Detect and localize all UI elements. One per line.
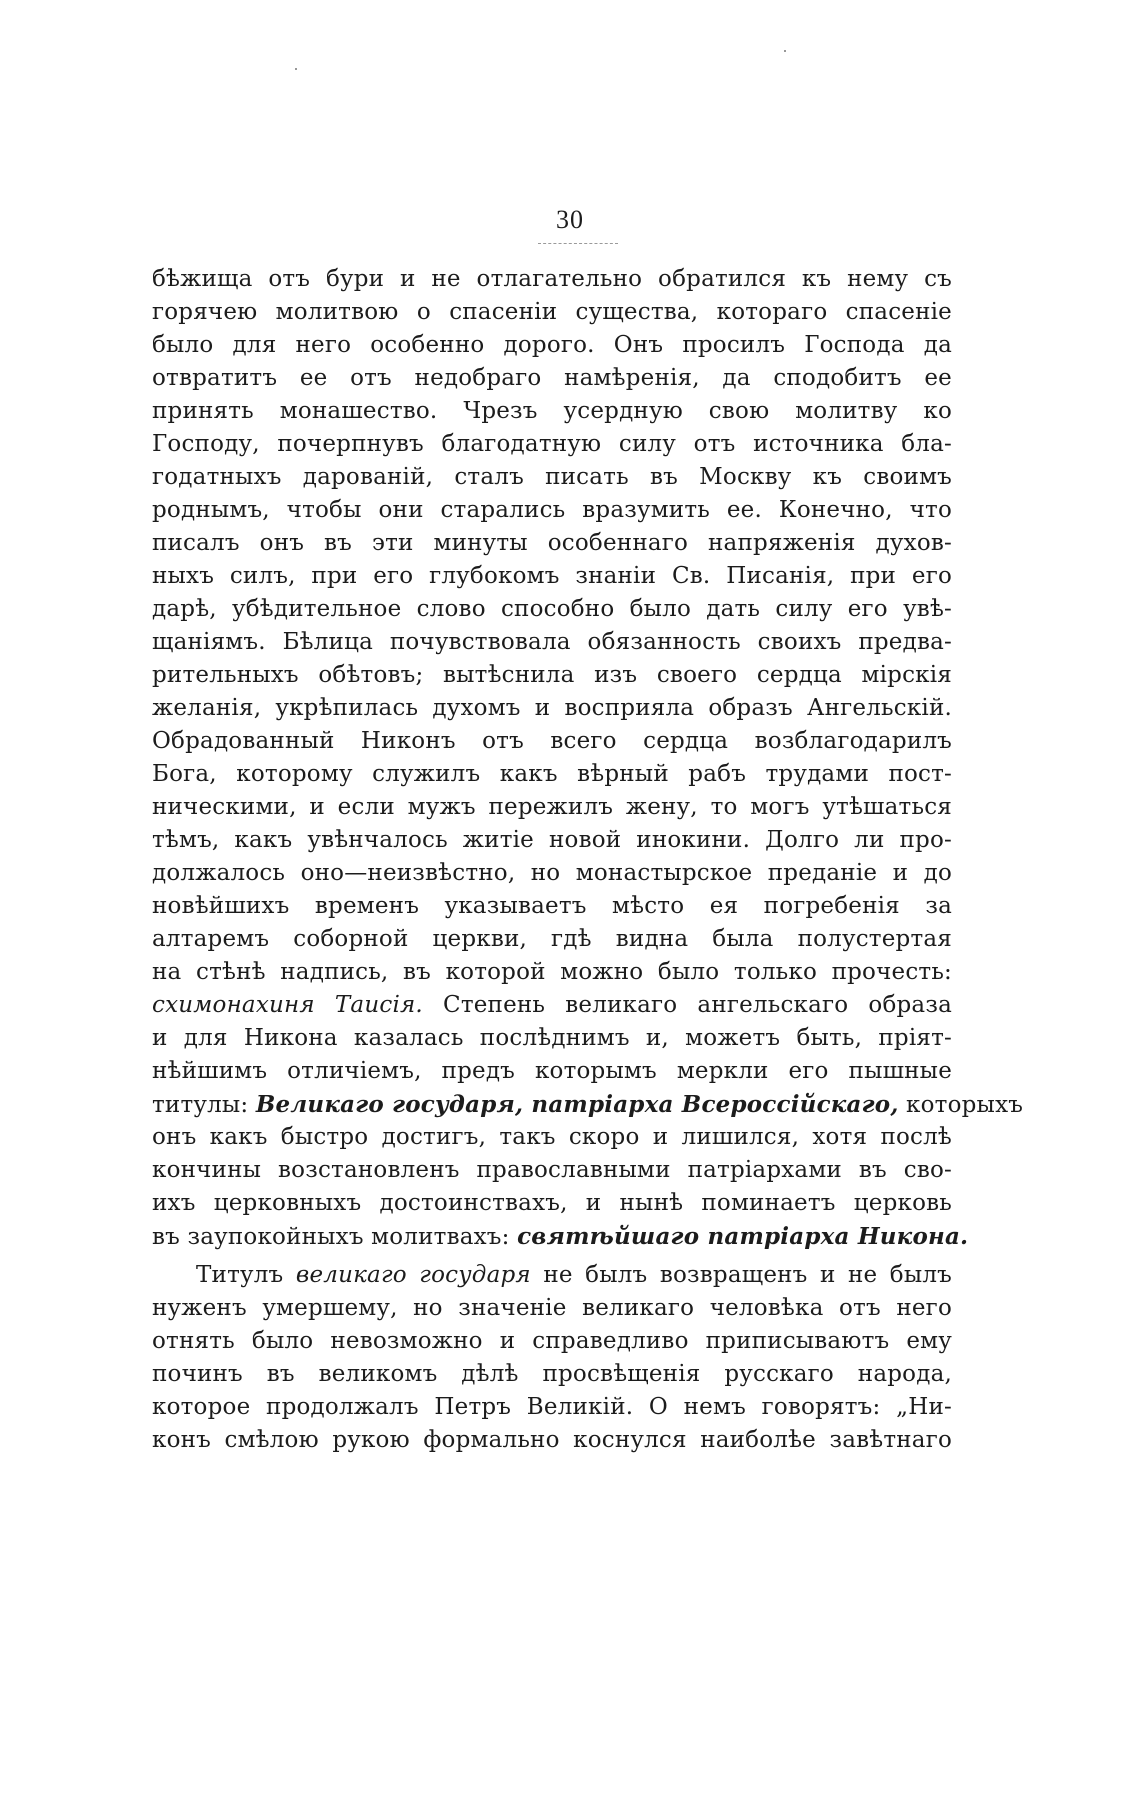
text-line: рительныхъ обѣтовъ; вытѣснила изъ своего сердца мірскія [152, 662, 952, 688]
text-line: принять монашество. Чрезъ усердную свою молитву ко [152, 398, 952, 424]
italic-phrase: схимонахиня Таисія. [152, 992, 423, 1018]
text-line [152, 1088, 1024, 1121]
text-line: тѣмъ, какъ увѣнчалось житіе новой инокини. Долго ли про- [152, 827, 952, 853]
italic-phrase: великаго государя [295, 1262, 531, 1288]
text-fragment: Титулъ [196, 1262, 296, 1288]
text-line: ихъ церковныхъ достоинствахъ, и нынѣ поминаетъ церковь [152, 1190, 952, 1216]
text-line: Бога, которому служилъ какъ вѣрный рабъ трудами пост- [152, 761, 952, 787]
text-line: отнять было невозможно и справедливо приписываютъ ему [152, 1328, 952, 1354]
italic-phrase: святѣйшаго патріарха Никона. [517, 1223, 969, 1250]
text-line: нѣйшимъ отличіемъ, предъ которымъ меркли его пышные [152, 1058, 952, 1084]
text-fragment: которыхъ [898, 1092, 1024, 1118]
text-line: кончины возстановленъ православными патріархами въ сво- [152, 1157, 952, 1183]
text-line: Обрадованный Никонъ отъ всего сердца возблагодарилъ [152, 728, 952, 754]
text-line: нуженъ умершему, но значеніе великаго человѣка отъ него [152, 1295, 952, 1321]
text-line: починъ въ великомъ дѣлѣ просвѣщенія русскаго народа, [152, 1361, 952, 1387]
text-line: роднымъ, чтобы они старались вразумить ее. Конечно, что [152, 497, 952, 523]
text-line: горячею молитвою о спасеніи существа, котораго спасеніе [152, 299, 952, 325]
text-line: Господу, почерпнувъ благодатную силу отъ источника бла- [152, 431, 952, 457]
text-fragment: титулы: [152, 1092, 256, 1118]
text-line [152, 1220, 969, 1253]
text-line: на стѣнѣ надпись, въ которой можно было только прочесть: [152, 959, 952, 985]
text-fragment: Степень великаго ангельскаго образа [422, 992, 952, 1018]
italic-phrase: Великаго государя, патріарха Всероссійскаго, [255, 1091, 899, 1118]
scan-speck [295, 68, 297, 70]
paragraph [152, 1259, 952, 1457]
text-line: новѣйшихъ временъ указываетъ мѣсто ея погребенія за [152, 893, 952, 919]
text-line: ныхъ силъ, при его глубокомъ знаніи Св. Писанія, при его [152, 563, 952, 589]
text-line: щаніямъ. Бѣлица почувствовала обязанность своихъ предва- [152, 629, 952, 655]
text-line: и для Никона казалась послѣднимъ и, можетъ быть, пріят- [152, 1025, 952, 1051]
text-fragment: не былъ возвращенъ и не былъ [530, 1262, 953, 1288]
text-line: конъ смѣлою рукою формально коснулся наиболѣе завѣтнаго [152, 1427, 952, 1453]
page-number: 30 [556, 205, 584, 234]
body-text [152, 263, 1024, 1457]
text-line: дарѣ, убѣдительное слово способно было дать силу его увѣ- [152, 596, 952, 622]
text-line: желанія, укрѣпилась духомъ и восприяла образъ Ангельскій. [152, 695, 952, 721]
text-line [152, 989, 952, 1022]
text-line: отвратитъ ее отъ недобраго намѣренія, да сподобитъ ее [152, 365, 952, 391]
page-number-rule [538, 243, 618, 244]
text-line: ническими, и если мужъ пережилъ жену, то могъ утѣшаться [152, 794, 952, 820]
text-line: алтаремъ соборной церкви, гдѣ видна была полустертая [152, 926, 952, 952]
text-line: годатныхъ дарованій, сталъ писать въ Москву къ своимъ [152, 464, 952, 490]
text-line: онъ какъ быстро достигъ, такъ скоро и лишился, хотя послѣ [152, 1124, 952, 1150]
text-line [152, 1259, 952, 1292]
text-line: должалось оно—неизвѣстно, но монастырское преданіе и до [152, 860, 952, 886]
text-line: писалъ онъ въ эти минуты особеннаго напряженія духов- [152, 530, 952, 556]
scan-speck [784, 50, 786, 52]
text-line: которое продолжалъ Петръ Великій. О немъ говорятъ: „Ни- [152, 1394, 952, 1420]
text-line: было для него особенно дорого. Онъ просилъ Господа да [152, 332, 952, 358]
text-fragment: въ заупокойныхъ молитвахъ: [152, 1224, 518, 1250]
paragraph [152, 263, 1024, 1253]
text-line: бѣжища отъ бури и не отлагательно обратился къ нему съ [152, 266, 952, 292]
